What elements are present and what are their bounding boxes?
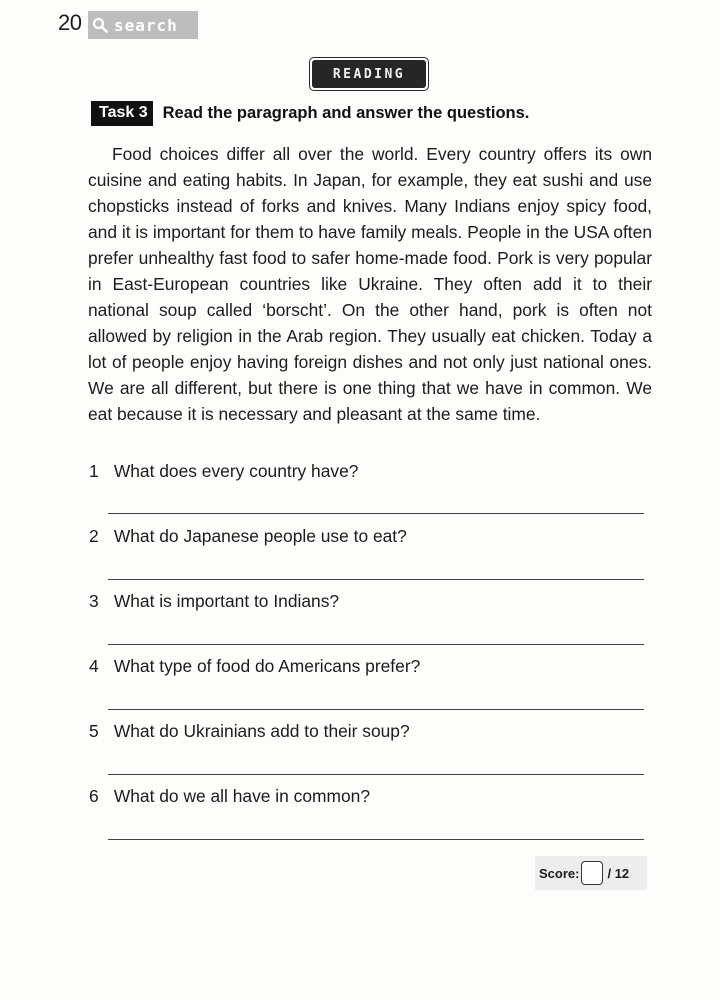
question-4 <box>89 656 420 677</box>
question-text: What do Ukrainians add to their soup? <box>113 721 410 741</box>
question-number: 3 <box>89 591 99 611</box>
search-button[interactable] <box>88 11 198 39</box>
answer-line-3[interactable] <box>108 644 644 645</box>
question-5 <box>89 721 410 742</box>
score-input[interactable] <box>581 861 603 885</box>
task-instruction: Read the paragraph and answer the questions. <box>162 104 530 122</box>
question-text: What is important to Indians? <box>113 591 340 611</box>
question-3 <box>89 591 339 612</box>
answer-line-4[interactable] <box>108 709 644 710</box>
answer-line-1[interactable] <box>108 513 644 514</box>
question-number: 4 <box>89 656 99 676</box>
search-label: search <box>114 15 178 35</box>
score-total: / 12 <box>607 865 630 881</box>
question-number: 1 <box>89 461 99 481</box>
search-icon <box>92 17 108 33</box>
section-banner <box>309 57 429 91</box>
question-text: What does every country have? <box>113 461 359 481</box>
question-1 <box>89 461 358 482</box>
question-number: 6 <box>89 786 99 806</box>
page-number: 20 <box>58 10 82 35</box>
task-heading <box>91 101 529 126</box>
question-text: What do Japanese people use to eat? <box>113 526 407 546</box>
section-banner-label: READING <box>312 60 426 88</box>
task-badge: Task 3 <box>91 101 153 126</box>
answer-line-2[interactable] <box>108 579 644 580</box>
answer-line-5[interactable] <box>108 774 644 775</box>
score-label: Score: <box>539 865 580 881</box>
question-text: What do we all have in common? <box>113 786 370 806</box>
question-6 <box>89 786 370 807</box>
reading-passage: Food choices differ all over the world. Every country offers its own cuisine and eating habits. In Japan, for example, they eat sushi and use chopsticks instead of forks and knives. Many Indians enjoy spicy food, and it is important for them to have family meals. People in the USA often prefer unhealthy fast food to safer home-made food. Pork is very popular in East-European countries like Ukraine. They often add it to their national soup called ‘borscht’. On the other hand, pork is often not allowed by religion in the Arab region. They usually eat chicken. Today a lot of people enjoy having foreign dishes and not only just national ones. We are all different, but there is one thing that we have in common. We eat because it is necessary and pleasant at the same time. <box>88 144 652 424</box>
question-number: 5 <box>89 721 99 741</box>
question-2 <box>89 526 407 547</box>
score-box <box>535 856 647 890</box>
answer-line-6[interactable] <box>108 839 644 840</box>
question-number: 2 <box>89 526 99 546</box>
question-text: What type of food do Americans prefer? <box>113 656 421 676</box>
